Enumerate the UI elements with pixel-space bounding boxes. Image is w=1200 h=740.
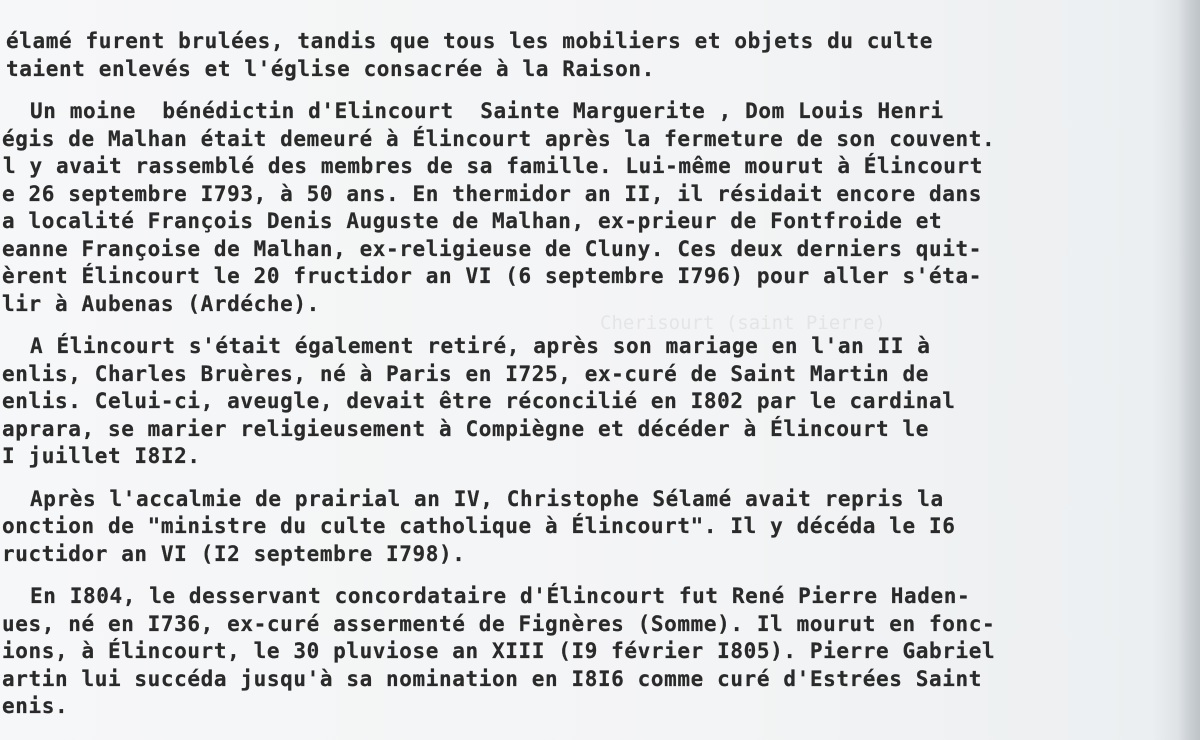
text-line: En I804, le desservant concordataire d'Élincourt fut René Pierre Haden-	[30, 584, 971, 608]
text-line: eanne Françoise de Malhan, ex-religieuse de Cluny. Ces deux derniers quit-	[2, 236, 982, 261]
text-line: égis de Malhan était demeuré à Élincourt après la fermeture de son couvent.	[2, 126, 996, 151]
text-line: lir à Aubenas (Ardéche).	[2, 291, 320, 316]
text-line: A Élincourt s'était également retiré, après son mariage en l'an II à	[30, 334, 931, 358]
text-line: enis.	[2, 694, 69, 718]
text-line: enlis. Celui-ci, aveugle, devait être réconcilié en I802 par le cardinal	[2, 389, 956, 413]
text-line: ructidor an VI (I2 septembre I798).	[2, 541, 466, 566]
bleed-through-text: Cherisourt (saint Pierre)	[600, 312, 886, 334]
document-body	[0, 28, 1200, 721]
text-line: ues, né en I736, ex-curé assermenté de Fignères (Somme). Il mourut en fonc-	[2, 611, 996, 636]
text-line: l y avait rassemblé des membres de sa famille. Lui-même mourut à Élincourt	[3, 154, 983, 178]
text-line: èrent Élincourt le 20 fructidor an VI (6 septembre I796) pour aller s'éta-	[2, 264, 982, 288]
text-line: e 26 septembre I793, à 50 ans. En thermidor an II, il résidait encore dans	[2, 181, 982, 206]
text-line: Après l'accalmie de prairial an IV, Christophe Sélamé avait repris la	[30, 486, 944, 511]
text-line: taient enlevés et l'église consacrée à la Raison.	[6, 56, 655, 81]
text-line: artin lui succéda jusqu'à sa nomination en I8I6 comme curé d'Estrées Saint	[2, 666, 982, 691]
text-line: I juillet I8I2.	[2, 444, 201, 468]
text-line: Un moine bénédictin d'Elincourt Sainte Marguerite , Dom Louis Henri	[30, 99, 944, 123]
text-line: onction de "ministre du culte catholique à Élincourt". Il y décéda le I6	[2, 514, 956, 538]
text-line: enlis, Charles Bruères, né à Paris en I725, ex-curé de Saint Martin de	[2, 361, 930, 386]
text-line: a localité François Denis Auguste de Malhan, ex-prieur de Fontfroide et	[2, 209, 943, 233]
text-line: ions, à Élincourt, le 30 pluviose an XIII (I9 février I805). Pierre Gabriel	[2, 639, 996, 663]
text-line: aprara, se marier religieusement à Compiègne et décéder à Élincourt le	[2, 416, 930, 441]
text-line: élamé furent brulées, tandis que tous les mobiliers et objets du culte	[6, 29, 934, 53]
